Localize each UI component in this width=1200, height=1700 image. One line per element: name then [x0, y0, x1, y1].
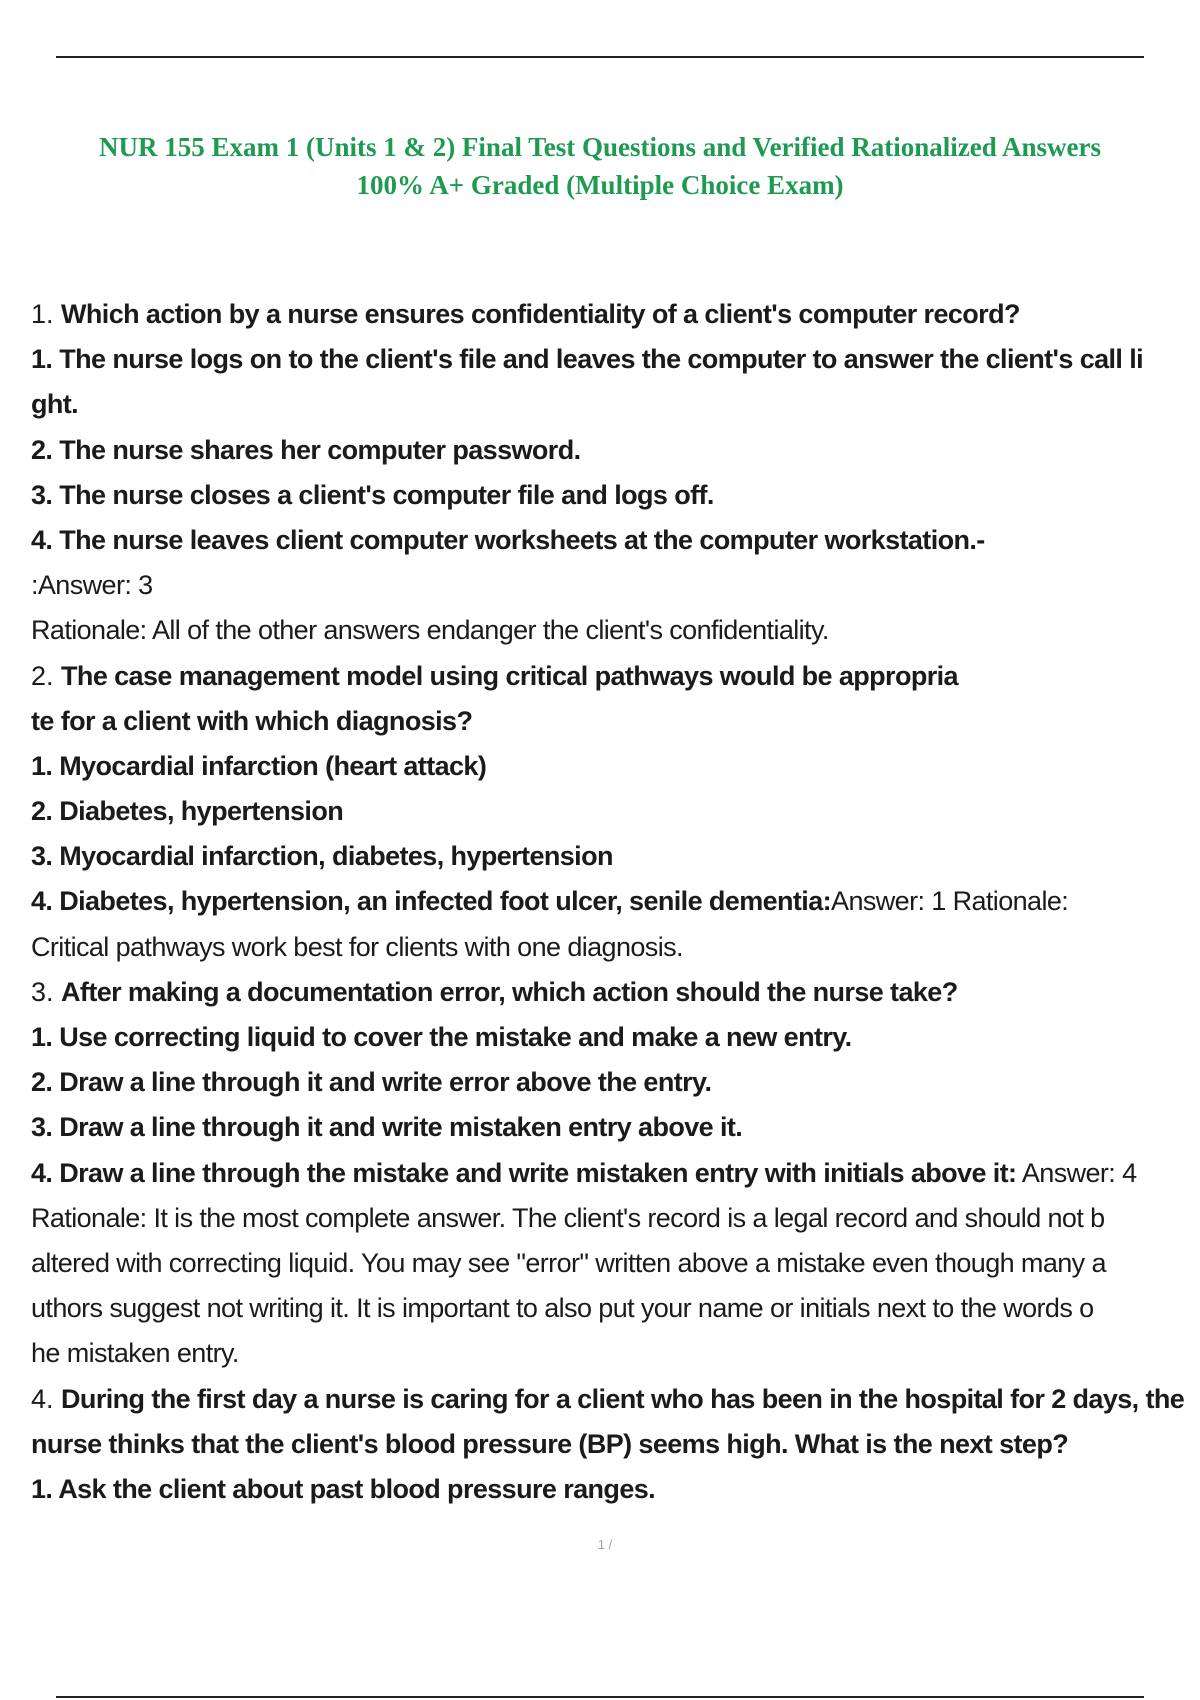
q1-rationale: Rationale: All of the other answers endanger the client's confidentiality.: [31, 615, 829, 646]
question-1-stem: 1. Which action by a nurse ensures confidentiality of a client's computer record?: [31, 299, 1020, 329]
title-line-1: NUR 155 Exam 1 (Units 1 & 2) Final Test Questions and Verified Rationalized Answers: [98, 132, 1102, 162]
q1-option-1: 1. The nurse logs on to the client's file and leaves the computer to answer the client's call li: [31, 344, 1144, 375]
q3-rationale-2: altered with correcting liquid. You may see "error" written above a mistake even though many a: [31, 1247, 1106, 1278]
q3-answer: Answer: 4: [1016, 1157, 1137, 1188]
question-3-stem: 3. After making a documentation error, which action should the nurse take?: [31, 976, 958, 1007]
q3-rationale-4: he mistaken entry.: [31, 1338, 239, 1369]
q3-option-4: 4. Draw a line through the mistake and write mistaken entry with initials above it: Answer: 4: [31, 1157, 1137, 1188]
page-number: 1 /: [597, 1537, 613, 1552]
q2-option-3: 3. Myocardial infarction, diabetes, hypertension: [31, 841, 613, 872]
title-line-2: 100% A+ Graded (Multiple Choice Exam): [356, 170, 844, 200]
question-2-stem-cont: te for a client with which diagnosis?: [31, 705, 473, 736]
document-title: [40, 128, 1160, 204]
q3-rationale-3: uthors suggest not writing it. It is important to also put your name or initials next to the words o: [31, 1293, 1094, 1324]
q2-rationale: Critical pathways work best for clients with one diagnosis.: [31, 931, 683, 962]
question-4-stem-cont: nurse thinks that the client's blood pressure (BP) seems high. What is the next step?: [31, 1428, 1069, 1459]
question-number: 2.: [31, 660, 62, 691]
question-number: 1.: [31, 299, 62, 329]
q1-answer: :Answer: 3: [31, 570, 153, 601]
q3-option-1: 1. Use correcting liquid to cover the mistake and make a new entry.: [31, 1022, 852, 1052]
document-body: [31, 292, 1200, 1512]
q2-answer: Answer: 1 Rationale:: [831, 886, 1069, 917]
question-number: 4.: [31, 1383, 62, 1414]
q3-option-3: 3. Draw a line through it and write mistaken entry above it.: [31, 1112, 743, 1143]
q4-option-1: 1. Ask the client about past blood pressure ranges.: [31, 1473, 656, 1504]
q1-option-1-cont: ght.: [31, 389, 79, 420]
q3-option-2: 2. Draw a line through it and write error above the entry.: [31, 1067, 712, 1098]
q1-option-3: 3. The nurse closes a client's computer file and logs off.: [31, 479, 714, 510]
q1-option-2: 2. The nurse shares her computer password.: [31, 434, 581, 465]
bottom-rule: [56, 1696, 1144, 1698]
q2-option-2: 2. Diabetes, hypertension: [31, 796, 344, 827]
q3-rationale-1: Rationale: It is the most complete answer. The client's record is a legal record and should not b: [31, 1202, 1105, 1233]
q2-option-4: 4. Diabetes, hypertension, an infected foot ulcer, senile dementia:Answer: 1 Rationale:: [31, 886, 1069, 917]
question-4-stem: 4. During the first day a nurse is caring for a client who has been in the hospital for 2 days, the: [31, 1383, 1185, 1414]
q2-option-1: 1. Myocardial infarction (heart attack): [31, 750, 487, 781]
question-number: 3.: [31, 976, 62, 1007]
top-rule: [56, 56, 1144, 58]
question-2-stem: 2. The case management model using critical pathways would be appropria: [31, 660, 958, 691]
q1-option-4: 4. The nurse leaves client computer worksheets at the computer workstation.-: [31, 524, 985, 555]
